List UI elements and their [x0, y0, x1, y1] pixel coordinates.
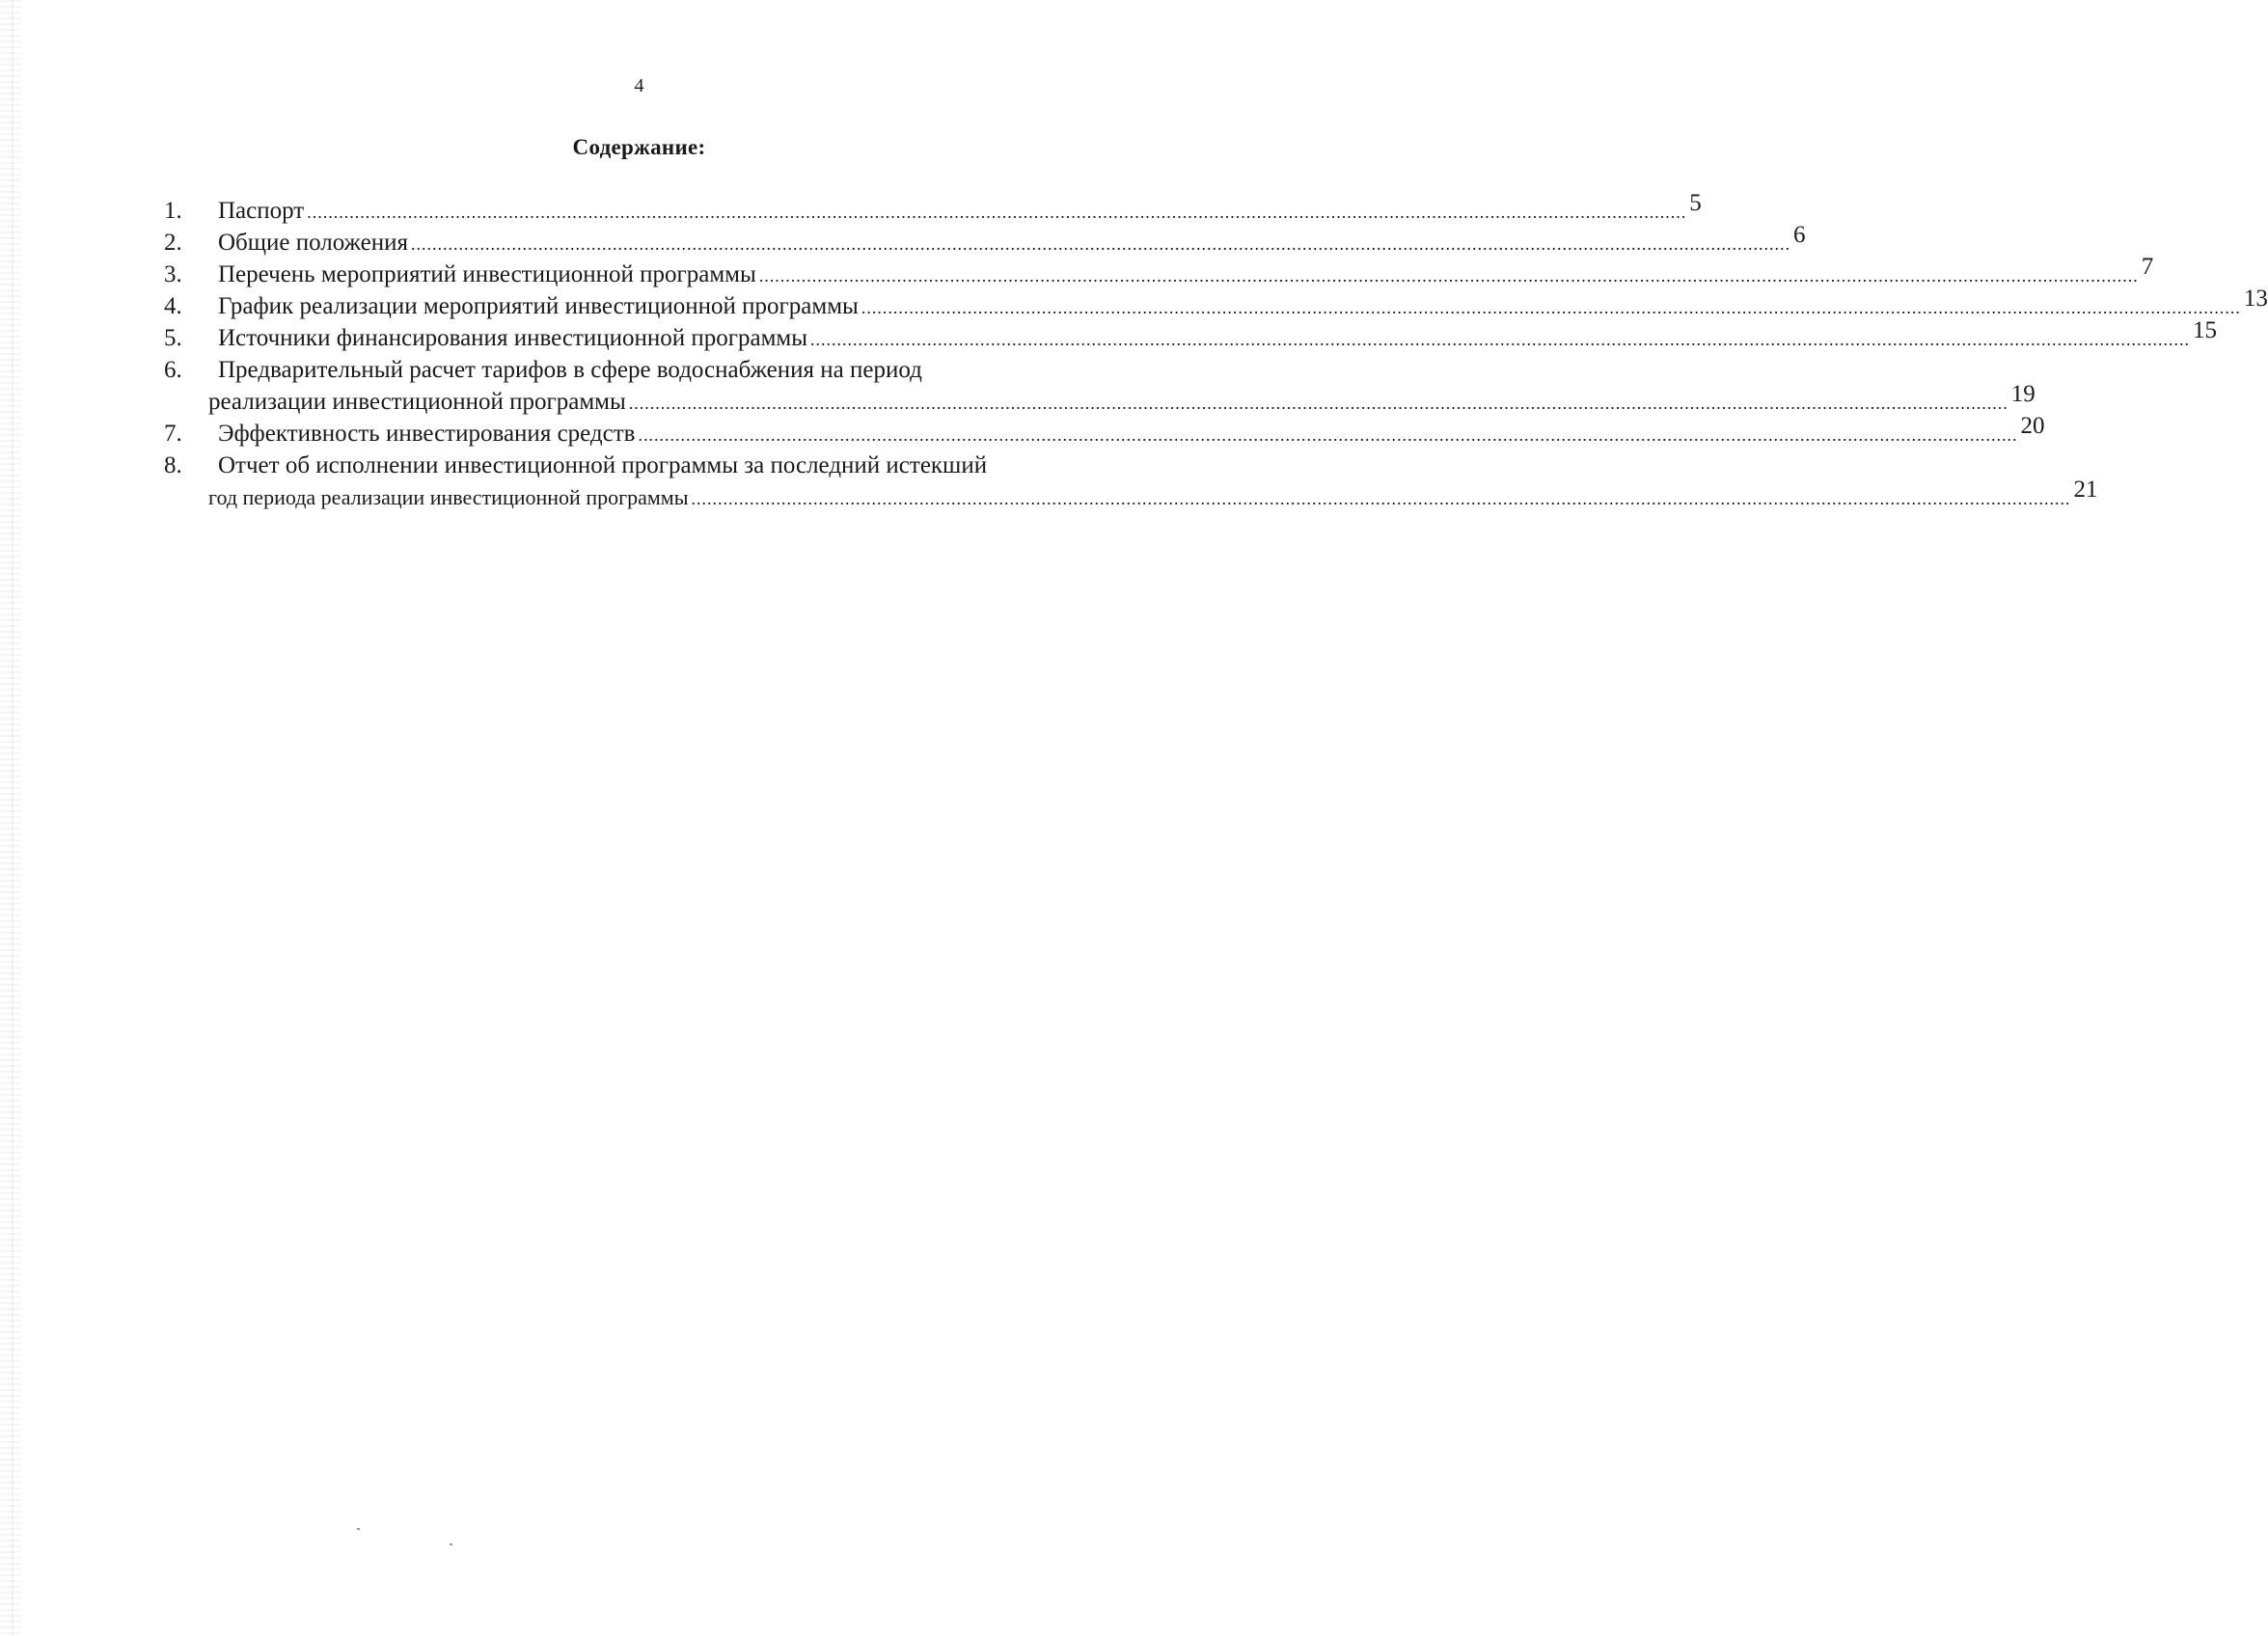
- toc-item-8: [164, 452, 2098, 516]
- toc-item-page: 6: [1792, 222, 1806, 248]
- toc-item-title: Предварительный расчет тарифов в сфере водоснабжения на период: [218, 357, 922, 383]
- toc-item-page: 5: [1689, 190, 1702, 216]
- toc-item-number: 6.: [164, 357, 182, 383]
- toc-item-title-continued: год периода реализации инвестиционной программы: [208, 485, 689, 509]
- toc-item-number: 2.: [164, 230, 182, 256]
- toc-item-page: 15: [2193, 317, 2218, 343]
- toc-item-title-continued: реализации инвестиционной программы: [208, 389, 626, 415]
- toc-item-page: 21: [2073, 477, 2098, 503]
- toc-item-title: Паспорт: [218, 198, 305, 224]
- toc-item-title: Общие положения: [218, 230, 408, 256]
- toc-item-5: [164, 317, 2218, 357]
- dot-leader: [759, 266, 2139, 286]
- scan-speck: [450, 1543, 452, 1545]
- toc-item-number: 3.: [164, 261, 182, 287]
- dot-leader: [411, 234, 1790, 255]
- toc-item-page: 19: [2010, 381, 2036, 407]
- page-number: 4: [634, 75, 644, 96]
- toc-item-number: 1.: [164, 198, 182, 224]
- dot-leader: [861, 298, 2241, 318]
- scan-speck: [357, 1528, 360, 1530]
- toc-item-3: [164, 254, 2154, 293]
- toc-item-title: Перечень мероприятий инвестиционной программы: [218, 261, 756, 287]
- toc-item-title: Эффективность инвестирования средств: [218, 421, 636, 447]
- toc-item-page: 20: [2020, 413, 2045, 439]
- toc-item-title: Отчет об исполнении инвестиционной программы за последний истекший: [218, 452, 988, 478]
- dot-leader: [810, 330, 2190, 350]
- toc-item-7: [164, 413, 2045, 452]
- toc-item-number: 8.: [164, 452, 182, 478]
- dot-leader: [629, 394, 2008, 414]
- toc-item-number: 7.: [164, 421, 182, 447]
- toc-item-6: [164, 357, 2036, 421]
- dot-leader: [638, 425, 2017, 446]
- dot-leader: [307, 203, 1686, 223]
- toc-item-number: 4.: [164, 293, 182, 319]
- toc-item-page: 7: [2141, 254, 2154, 280]
- toc-item-2: [164, 222, 1806, 261]
- toc-item-title: Источники финансирования инвестиционной программы: [218, 325, 808, 351]
- toc-item-title: График реализации мероприятий инвестиционной программы: [218, 293, 859, 319]
- page-title: Содержание:: [572, 135, 706, 159]
- table-of-contents: [164, 190, 2268, 516]
- dot-leader: [692, 489, 2071, 509]
- scan-edge-artifact: [0, 0, 21, 1636]
- toc-item-number: 5.: [164, 325, 182, 351]
- toc-item-4: [164, 286, 2268, 325]
- toc-item-page: 13: [2243, 286, 2268, 312]
- toc-item-1: [164, 190, 1702, 230]
